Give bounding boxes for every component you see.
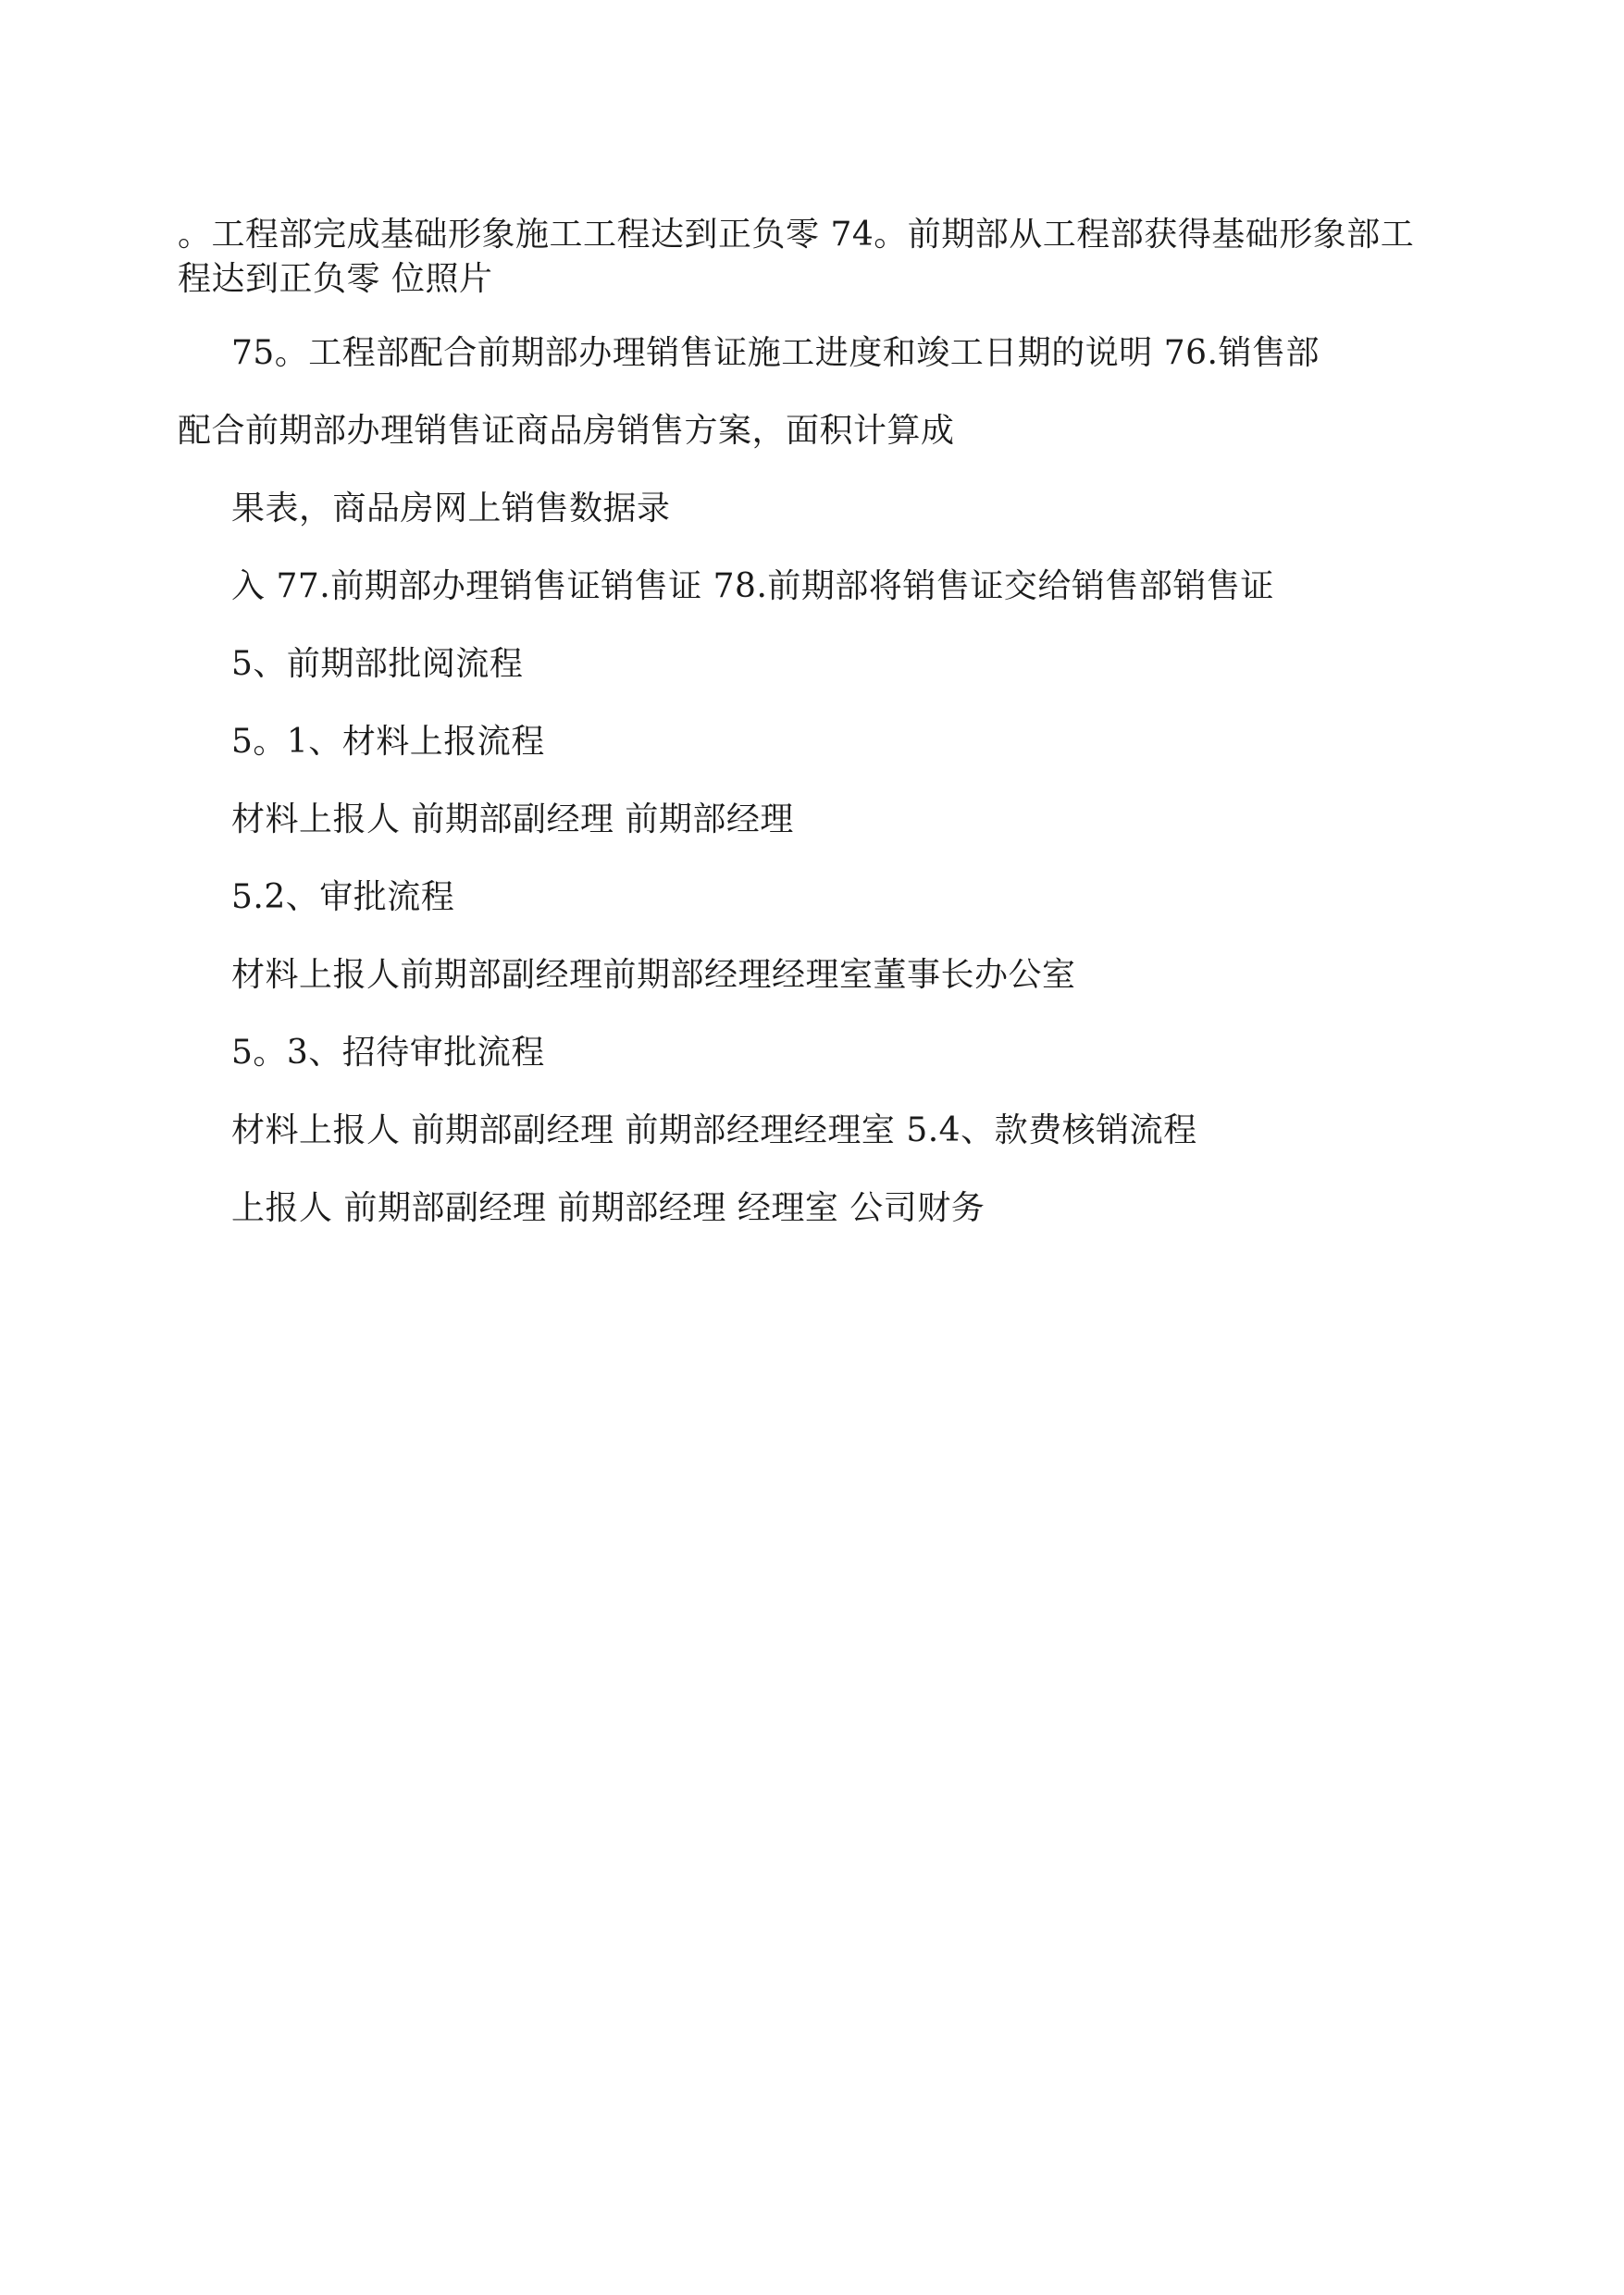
flow-line-5-3: 材料上报人 前期部副经理 前期部经理经理室 5.4、款费核销流程 (231, 1111, 1197, 1149)
flow-line-5-1: 材料上报人 前期部副经理 前期部经理 (231, 800, 794, 838)
text-line-2: 程达到正负零 位照片 (178, 260, 493, 298)
section-heading-5-1: 5。1、材料上报流程 (231, 723, 545, 761)
text-line-1: 。工程部完成基础形象施工工程达到正负零 74。前期部从工程部获得基础形象部工 (178, 216, 1415, 254)
section-heading-5-2: 5.2、审批流程 (231, 878, 455, 916)
flow-line-5-4: 上报人 前期部副经理 前期部经理 经理室 公司财务 (231, 1189, 986, 1227)
text-line-3: 75。工程部配合前期部办理销售证施工进度和竣工日期的说明 76.销售部 (231, 334, 1320, 372)
section-heading-5: 5、前期部批阅流程 (231, 645, 524, 683)
text-line-5: 果表，商品房网上销售数据录 (231, 490, 671, 527)
flow-line-5-2: 材料上报人前期部副经理前期部经理经理室董事长办公室 (231, 956, 1076, 994)
section-heading-5-3: 5。3、招待审批流程 (231, 1034, 545, 1072)
text-line-4: 配合前期部办理销售证商品房销售方案，面积计算成 (178, 412, 955, 450)
text-line-6: 入 77.前期部办理销售证销售证 78.前期部将销售证交给销售部销售证 (231, 567, 1274, 605)
